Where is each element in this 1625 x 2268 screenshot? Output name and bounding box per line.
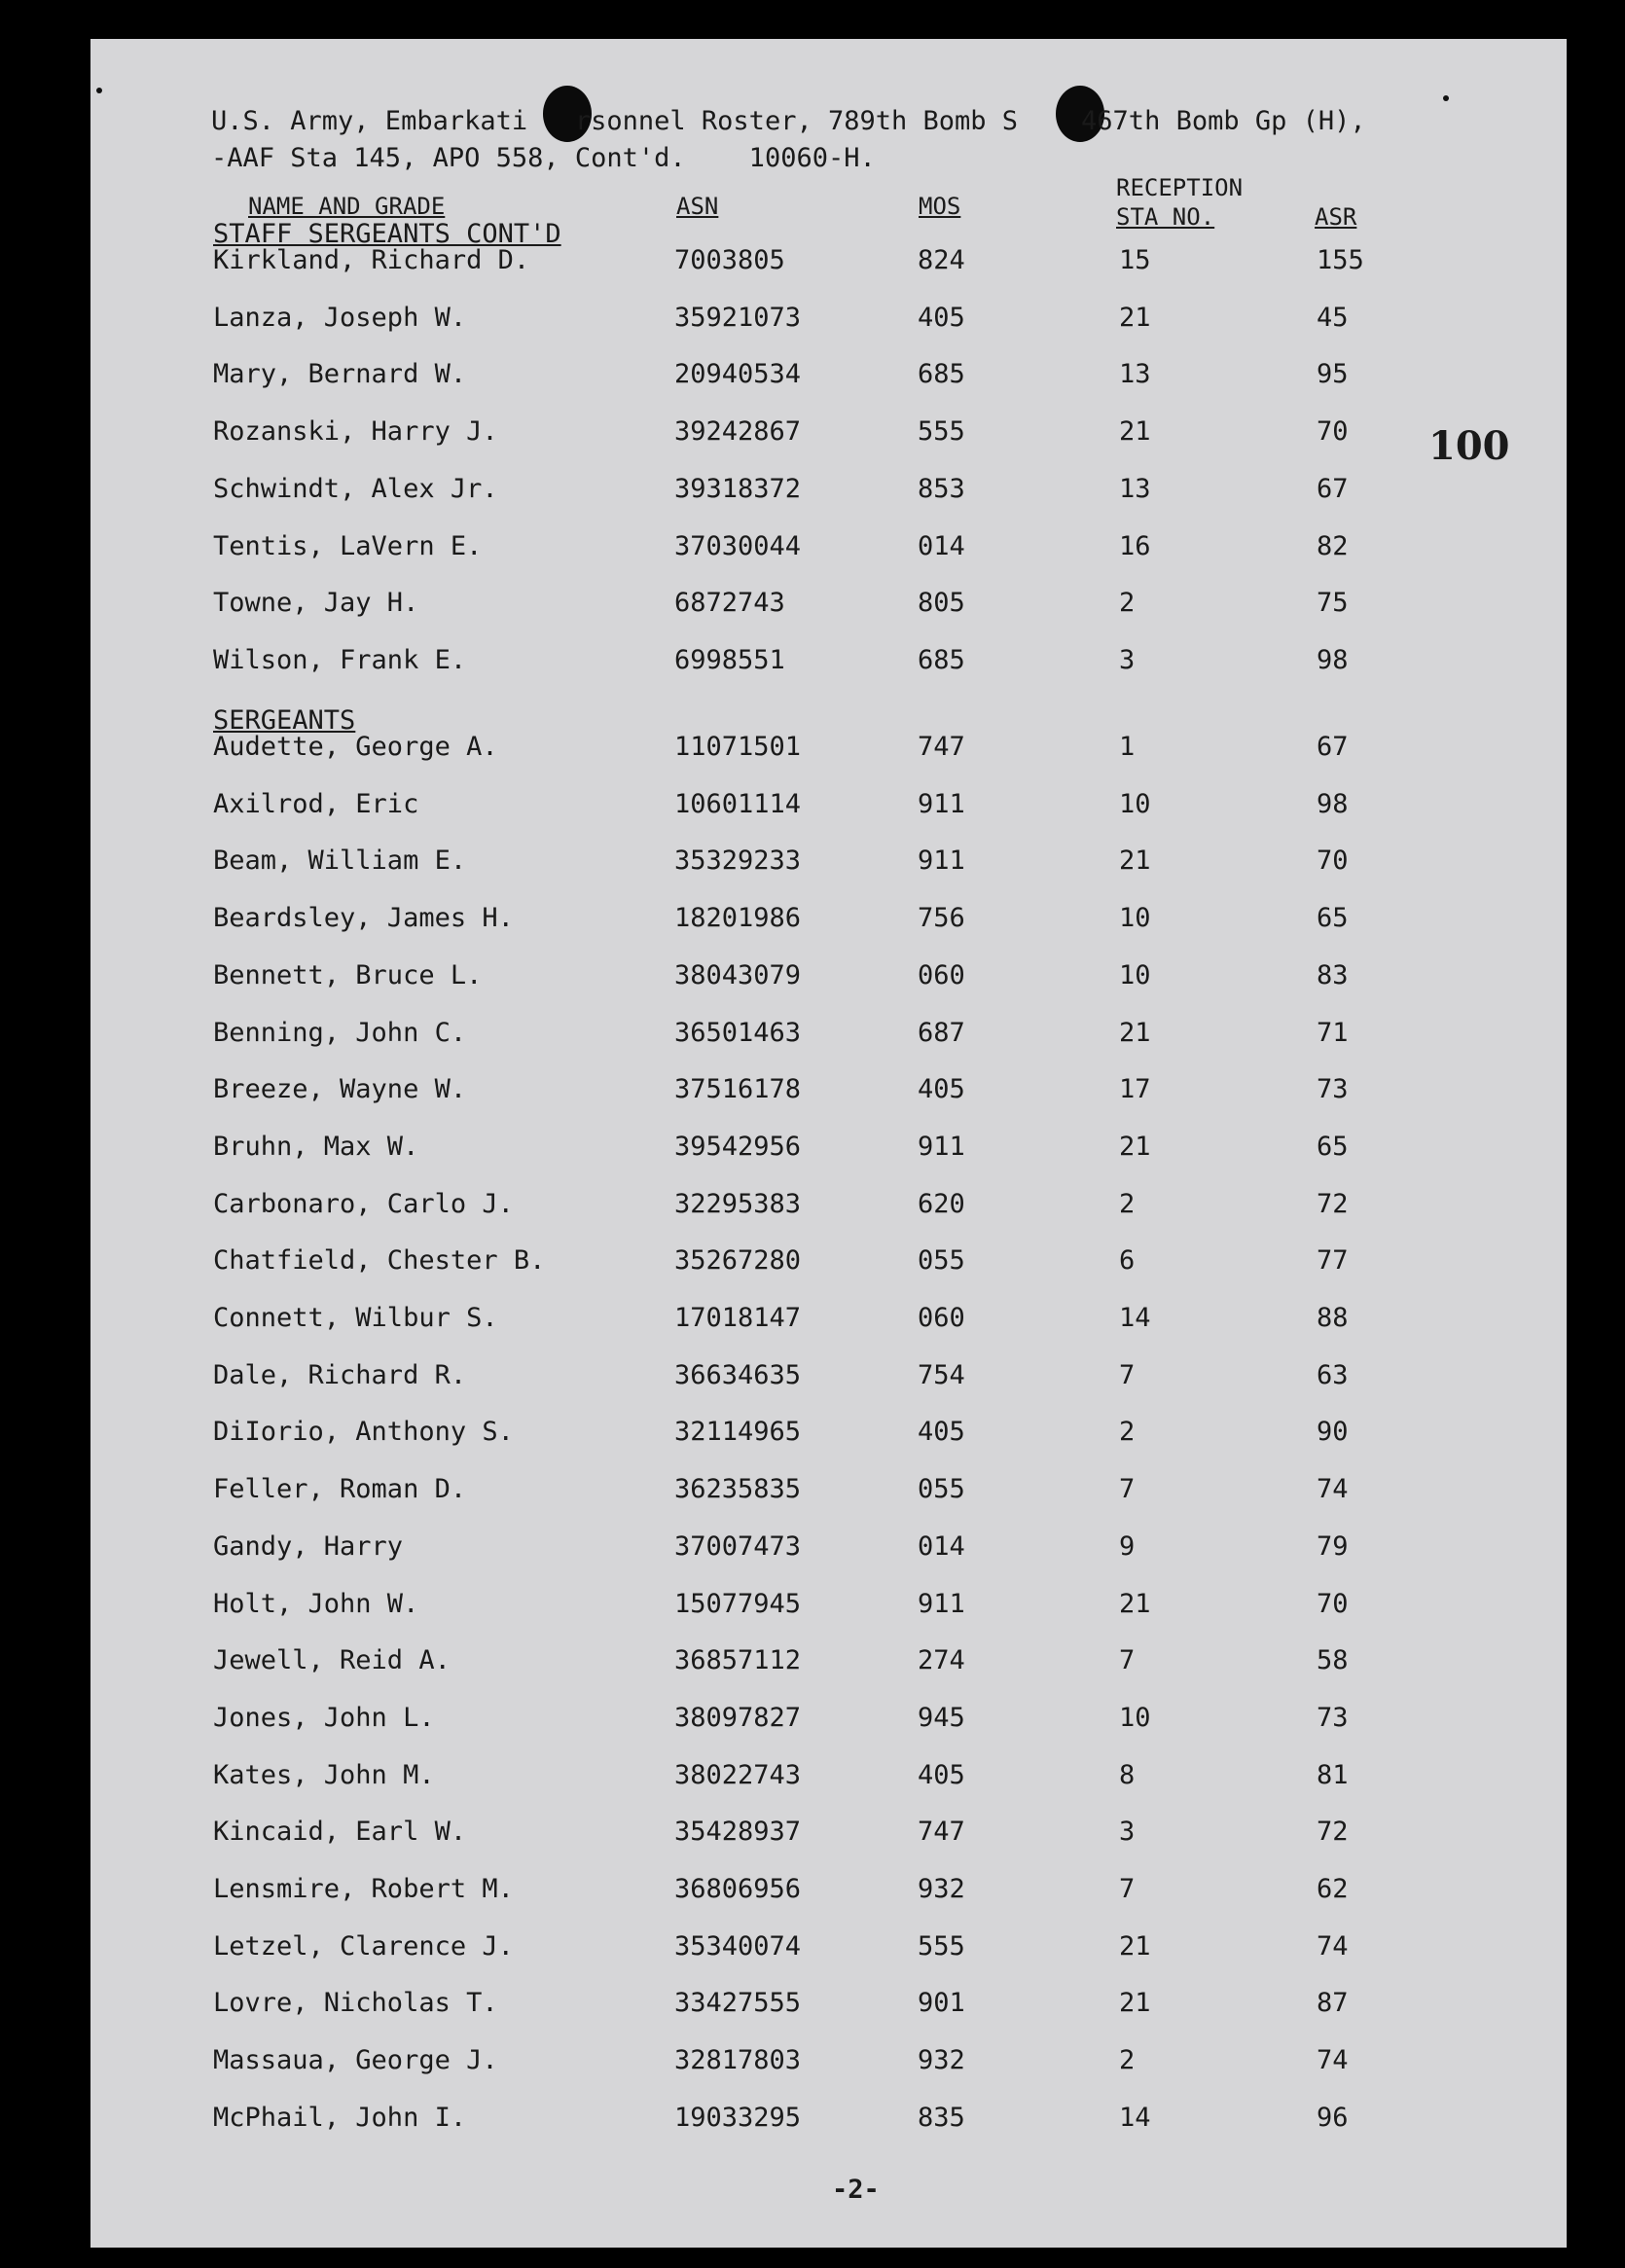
cell-mos: 824: [918, 245, 965, 275]
cell-name: Schwindt, Alex Jr.: [213, 474, 498, 504]
cell-name: Bruhn, Max W.: [213, 1132, 419, 1162]
cell-asr: 82: [1317, 531, 1349, 561]
cell-name: Jones, John L.: [213, 1703, 435, 1733]
cell-asn: 35921073: [674, 303, 802, 333]
cell-asr: 63: [1317, 1360, 1349, 1390]
cell-asn: 7003805: [674, 245, 785, 275]
cell-mos: 555: [918, 416, 965, 447]
cell-asr: 96: [1317, 2103, 1349, 2133]
table-row: [90, 588, 1567, 627]
cell-name: Connett, Wilbur S.: [213, 1303, 498, 1333]
cell-sta-no: 21: [1119, 1988, 1151, 2018]
cell-asr: 75: [1317, 588, 1349, 618]
table-row: [90, 1531, 1567, 1570]
cell-asn: 32114965: [674, 1417, 802, 1447]
cell-sta-no: 21: [1119, 303, 1151, 333]
cell-mos: 911: [918, 846, 965, 876]
cell-asr: 74: [1317, 1474, 1349, 1504]
cell-name: Rozanski, Harry J.: [213, 416, 498, 447]
cell-mos: 274: [918, 1645, 965, 1675]
cell-asr: 73: [1317, 1074, 1349, 1104]
cell-asr: 98: [1317, 645, 1349, 675]
cell-name: Towne, Jay H.: [213, 588, 419, 618]
cell-mos: 405: [918, 1417, 965, 1447]
cell-sta-no: 2: [1119, 2045, 1136, 2075]
cell-asr: 83: [1317, 960, 1349, 990]
cell-asr: 73: [1317, 1703, 1349, 1733]
column-header-asr: ASR: [1315, 203, 1357, 231]
cell-name: Lovre, Nicholas T.: [213, 1988, 498, 2018]
cell-sta-no: 2: [1119, 1417, 1136, 1447]
cell-sta-no: 10: [1119, 1703, 1151, 1733]
table-row: [90, 1245, 1567, 1284]
table-row: [90, 1474, 1567, 1513]
cell-asr: 65: [1317, 1132, 1349, 1162]
cell-mos: 911: [918, 1589, 965, 1619]
table-row: [90, 1018, 1567, 1057]
table-row: [90, 1074, 1567, 1113]
document-header: [211, 103, 1366, 177]
cell-sta-no: 14: [1119, 1303, 1151, 1333]
cell-asr: 98: [1317, 789, 1349, 819]
table-row: [90, 1589, 1567, 1628]
cell-asr: 74: [1317, 2045, 1349, 2075]
cell-asn: 35428937: [674, 1817, 802, 1847]
cell-name: Lensmire, Robert M.: [213, 1874, 514, 1904]
cell-name: Kirkland, Richard D.: [213, 245, 530, 275]
cell-asn: 20940534: [674, 359, 802, 389]
cell-sta-no: 10: [1119, 789, 1151, 819]
cell-name: Jewell, Reid A.: [213, 1645, 451, 1675]
table-row: [90, 2045, 1567, 2084]
page-number: -2-: [832, 2175, 880, 2205]
cell-sta-no: 13: [1119, 474, 1151, 504]
cell-asn: 11071501: [674, 732, 802, 762]
cell-mos: 405: [918, 303, 965, 333]
table-row: [90, 903, 1567, 942]
table-row: [90, 846, 1567, 884]
speck: [96, 88, 102, 93]
cell-name: Carbonaro, Carlo J.: [213, 1189, 514, 1219]
cell-asn: 39318372: [674, 474, 802, 504]
cell-asr: 87: [1317, 1988, 1349, 2018]
cell-sta-no: 8: [1119, 1760, 1136, 1790]
cell-mos: 060: [918, 960, 965, 990]
cell-name: Breeze, Wayne W.: [213, 1074, 467, 1104]
cell-name: Gandy, Harry: [213, 1531, 404, 1562]
column-header-name: NAME AND GRADE: [248, 193, 446, 220]
cell-asn: 36806956: [674, 1874, 802, 1904]
cell-asn: 36235835: [674, 1474, 802, 1504]
cell-sta-no: 21: [1119, 1931, 1151, 1962]
table-row: [90, 531, 1567, 570]
cell-asn: 17018147: [674, 1303, 802, 1333]
cell-mos: 747: [918, 732, 965, 762]
table-row: [90, 474, 1567, 513]
cell-mos: 405: [918, 1074, 965, 1104]
header-line-1: U.S. Army, Embarkati rsonnel Roster, 789th Bomb S 467th Bomb Gp (H),: [211, 106, 1366, 136]
cell-sta-no: 7: [1119, 1645, 1136, 1675]
cell-mos: 687: [918, 1018, 965, 1048]
column-header-asn: ASN: [676, 193, 719, 220]
cell-name: Lanza, Joseph W.: [213, 303, 467, 333]
cell-name: Benning, John C.: [213, 1018, 467, 1048]
table-row: [90, 1874, 1567, 1913]
cell-asr: 155: [1317, 245, 1364, 275]
cell-asr: 81: [1317, 1760, 1349, 1790]
cell-asn: 37516178: [674, 1074, 802, 1104]
table-row: [90, 416, 1567, 455]
cell-asn: 39542956: [674, 1132, 802, 1162]
cell-asn: 37030044: [674, 531, 802, 561]
cell-name: Holt, John W.: [213, 1589, 419, 1619]
cell-asn: 35340074: [674, 1931, 802, 1962]
cell-asn: 6872743: [674, 588, 785, 618]
cell-mos: 756: [918, 903, 965, 933]
table-row: [90, 359, 1567, 398]
cell-name: DiIorio, Anthony S.: [213, 1417, 514, 1447]
cell-asn: 15077945: [674, 1589, 802, 1619]
cell-asr: 71: [1317, 1018, 1349, 1048]
table-row: [90, 1189, 1567, 1228]
cell-asn: 39242867: [674, 416, 802, 447]
cell-mos: 014: [918, 1531, 965, 1562]
cell-sta-no: 2: [1119, 588, 1136, 618]
cell-mos: 911: [918, 789, 965, 819]
cell-asn: 32817803: [674, 2045, 802, 2075]
cell-asn: 36634635: [674, 1360, 802, 1390]
cell-asr: 72: [1317, 1817, 1349, 1847]
cell-sta-no: 16: [1119, 531, 1151, 561]
cell-mos: 055: [918, 1245, 965, 1276]
cell-mos: 805: [918, 588, 965, 618]
cell-asn: 38022743: [674, 1760, 802, 1790]
cell-sta-no: 14: [1119, 2103, 1151, 2133]
table-row: [90, 1931, 1567, 1970]
cell-name: Tentis, LaVern E.: [213, 531, 483, 561]
speck: [1443, 95, 1449, 101]
cell-name: Beam, William E.: [213, 846, 467, 876]
cell-mos: 014: [918, 531, 965, 561]
cell-asr: 95: [1317, 359, 1349, 389]
cell-mos: 620: [918, 1189, 965, 1219]
table-row: [90, 789, 1567, 828]
cell-asn: 35267280: [674, 1245, 802, 1276]
cell-sta-no: 9: [1119, 1531, 1136, 1562]
cell-sta-no: 7: [1119, 1874, 1136, 1904]
cell-asn: 37007473: [674, 1531, 802, 1562]
cell-asr: 70: [1317, 416, 1349, 447]
table-row: [90, 1988, 1567, 2027]
cell-asr: 72: [1317, 1189, 1349, 1219]
cell-sta-no: 15: [1119, 245, 1151, 275]
cell-asn: 32295383: [674, 1189, 802, 1219]
cell-name: Mary, Bernard W.: [213, 359, 467, 389]
cell-asr: 70: [1317, 1589, 1349, 1619]
cell-asn: 10601114: [674, 789, 802, 819]
cell-mos: 945: [918, 1703, 965, 1733]
column-header-reception: RECEPTION: [1116, 174, 1244, 201]
table-row: [90, 1303, 1567, 1342]
cell-sta-no: 17: [1119, 1074, 1151, 1104]
cell-sta-no: 3: [1119, 1817, 1136, 1847]
table-row: [90, 1645, 1567, 1684]
cell-sta-no: 21: [1119, 846, 1151, 876]
header-line-2: -AAF Sta 145, APO 558, Cont'd. 10060-H.: [211, 143, 876, 173]
cell-asr: 79: [1317, 1531, 1349, 1562]
cell-sta-no: 6: [1119, 1245, 1136, 1276]
cell-name: Feller, Roman D.: [213, 1474, 467, 1504]
cell-sta-no: 3: [1119, 645, 1136, 675]
cell-asn: 6998551: [674, 645, 785, 675]
cell-name: Massaua, George J.: [213, 2045, 498, 2075]
cell-asr: 67: [1317, 474, 1349, 504]
table-row: [90, 1360, 1567, 1399]
cell-asn: 38043079: [674, 960, 802, 990]
table-row: [90, 303, 1567, 342]
cell-mos: 060: [918, 1303, 965, 1333]
cell-name: Beardsley, James H.: [213, 903, 514, 933]
cell-sta-no: 1: [1119, 732, 1136, 762]
table-row: [90, 245, 1567, 284]
column-header-mos: MOS: [919, 193, 961, 220]
table-row: [90, 645, 1567, 684]
cell-mos: 853: [918, 474, 965, 504]
cell-name: Kates, John M.: [213, 1760, 435, 1790]
cell-asr: 74: [1317, 1931, 1349, 1962]
roster-page: [90, 39, 1567, 2248]
column-header-sta-no: STA NO.: [1116, 203, 1215, 231]
cell-name: Dale, Richard R.: [213, 1360, 467, 1390]
table-row: [90, 960, 1567, 999]
table-row: [90, 1703, 1567, 1742]
cell-mos: 901: [918, 1988, 965, 2018]
cell-asn: 36857112: [674, 1645, 802, 1675]
cell-mos: 932: [918, 1874, 965, 1904]
cell-mos: 055: [918, 1474, 965, 1504]
cell-asr: 77: [1317, 1245, 1349, 1276]
table-row: [90, 732, 1567, 771]
cell-name: Bennett, Bruce L.: [213, 960, 483, 990]
cell-sta-no: 13: [1119, 359, 1151, 389]
cell-mos: 835: [918, 2103, 965, 2133]
cell-asr: 62: [1317, 1874, 1349, 1904]
cell-mos: 754: [918, 1360, 965, 1390]
cell-asr: 58: [1317, 1645, 1349, 1675]
cell-sta-no: 2: [1119, 1189, 1136, 1219]
cell-asr: 45: [1317, 303, 1349, 333]
cell-sta-no: 10: [1119, 903, 1151, 933]
cell-asn: 33427555: [674, 1988, 802, 2018]
cell-mos: 747: [918, 1817, 965, 1847]
cell-mos: 932: [918, 2045, 965, 2075]
cell-mos: 685: [918, 645, 965, 675]
cell-asn: 36501463: [674, 1018, 802, 1048]
cell-name: Wilson, Frank E.: [213, 645, 467, 675]
section-label: STAFF SERGEANTS CONT'D: [213, 219, 561, 249]
cell-asr: 65: [1317, 903, 1349, 933]
cell-name: Audette, George A.: [213, 732, 498, 762]
cell-asr: 67: [1317, 732, 1349, 762]
cell-mos: 405: [918, 1760, 965, 1790]
cell-asn: 38097827: [674, 1703, 802, 1733]
cell-sta-no: 7: [1119, 1360, 1136, 1390]
cell-name: Kincaid, Earl W.: [213, 1817, 467, 1847]
cell-sta-no: 7: [1119, 1474, 1136, 1504]
table-row: [90, 1417, 1567, 1456]
table-row: [90, 1817, 1567, 1855]
cell-asr: 90: [1317, 1417, 1349, 1447]
section-label: SERGEANTS: [213, 705, 356, 736]
table-row: [90, 1132, 1567, 1170]
cell-sta-no: 21: [1119, 1018, 1151, 1048]
cell-mos: 911: [918, 1132, 965, 1162]
cell-sta-no: 10: [1119, 960, 1151, 990]
cell-sta-no: 21: [1119, 416, 1151, 447]
cell-mos: 685: [918, 359, 965, 389]
cell-mos: 555: [918, 1931, 965, 1962]
cell-name: Letzel, Clarence J.: [213, 1931, 514, 1962]
cell-name: McPhail, John I.: [213, 2103, 467, 2133]
cell-asn: 19033295: [674, 2103, 802, 2133]
page-stamp-number: 100: [1428, 423, 1510, 469]
cell-name: Axilrod, Eric: [213, 789, 419, 819]
table-row: [90, 2103, 1567, 2142]
cell-asr: 88: [1317, 1303, 1349, 1333]
cell-sta-no: 21: [1119, 1589, 1151, 1619]
cell-asn: 35329233: [674, 846, 802, 876]
cell-asr: 70: [1317, 846, 1349, 876]
cell-asn: 18201986: [674, 903, 802, 933]
cell-name: Chatfield, Chester B.: [213, 1245, 546, 1276]
table-row: [90, 1760, 1567, 1799]
cell-sta-no: 21: [1119, 1132, 1151, 1162]
